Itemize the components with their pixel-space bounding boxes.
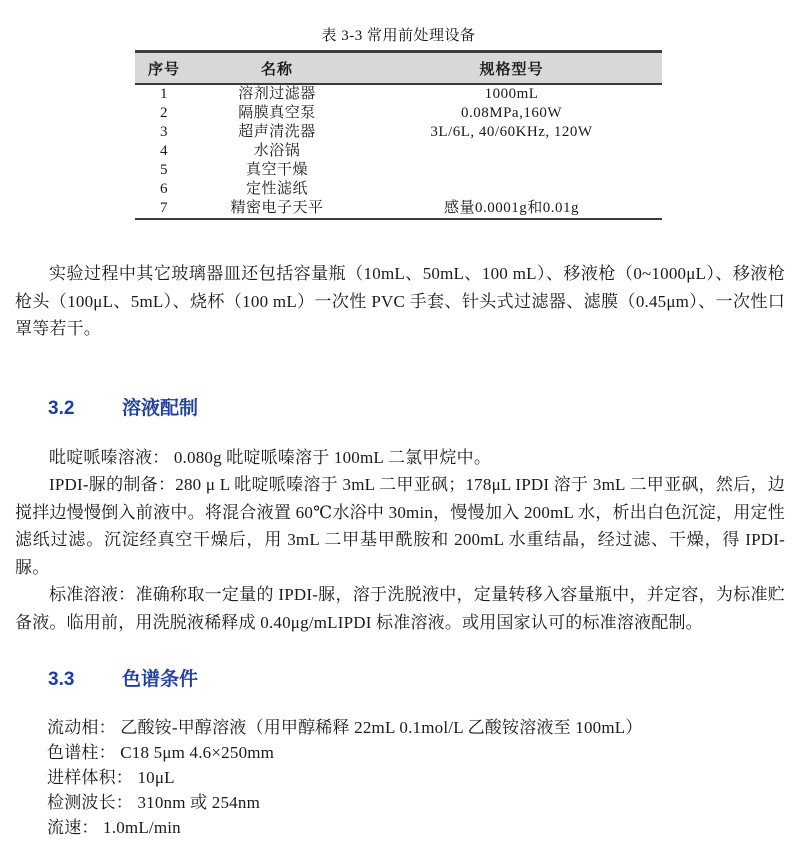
section-title: 色谱条件 — [122, 669, 199, 690]
condition-line: 色谱柱： C18 5μm 4.6×250mm — [47, 743, 275, 762]
cell-spec: 0.08MPa,160W — [461, 105, 562, 121]
table-row — [135, 180, 662, 199]
cell-spec: 1000mL — [484, 86, 539, 102]
section-number: 3.2 — [48, 397, 75, 419]
condition-line: 流动相： 乙酸铵-甲醇溶液（用甲醇稀释 22mL 0.1mol/L 乙酸铵溶液至 100mL） — [47, 718, 643, 737]
cell-index: 4 — [160, 143, 168, 159]
cell-spec — [361, 180, 662, 199]
chromatography-conditions-list — [15, 715, 785, 840]
cell-name: 溶剂过滤器 — [238, 86, 316, 102]
table-row — [135, 123, 662, 142]
column-header-index: 序号 — [147, 62, 180, 78]
section-title: 溶液配制 — [122, 397, 199, 419]
section-heading-3-2 — [48, 393, 785, 420]
section-heading-3-3 — [48, 664, 785, 691]
cell-spec: 感量0.0001g和0.01g — [443, 200, 579, 216]
condition-line: 检测波长： 310nm 或 254nm — [47, 793, 260, 812]
glassware-paragraph: 实验过程中其它玻璃器皿还包括容量瓶（10mL、50mL、100 mL）、移液枪（0~1000μL）、移液枪枪头（100μL、5mL）、烧杯（100 mL）一次性 PVC 手套、针头式过滤器、滤膜（0.45μm）、一次性口罩等若干。 — [15, 264, 785, 338]
cell-spec: 3L/6L, 40/60KHz, 120W — [430, 124, 593, 140]
table-caption: 表 3-3 常用前处理设备 — [321, 28, 476, 44]
cell-spec — [361, 161, 662, 180]
cell-name: 超声清洗器 — [238, 124, 316, 140]
pretreatment-equipment-table-wrap — [135, 24, 662, 220]
cell-name: 隔膜真空泵 — [238, 105, 316, 121]
cell-name: 精密电子天平 — [230, 200, 324, 216]
cell-name: 定性滤纸 — [245, 181, 308, 197]
table-header — [135, 52, 662, 85]
cell-index: 6 — [160, 181, 168, 197]
table-row — [135, 142, 662, 161]
table-header-row — [135, 52, 662, 85]
solution-paragraph-standard: 标准溶液：准确称取一定量的 IPDI-脲，溶于洗脱液中，定量转移入容量瓶中，并定容，为标准贮备液。临用前，用洗脱液稀释成 0.40μg/mLIPDI 标准溶液。或用国家认可的标准溶液配制。 — [15, 585, 785, 632]
table-body — [135, 84, 662, 219]
cell-index: 1 — [160, 86, 168, 102]
column-header-name: 名称 — [260, 62, 293, 78]
table-row — [135, 161, 662, 180]
pretreatment-equipment-table — [135, 50, 662, 220]
cell-index: 5 — [160, 162, 168, 178]
section-3-2-body — [15, 444, 785, 637]
table-row — [135, 199, 662, 219]
condition-line: 进样体积： 10μL — [47, 768, 175, 787]
cell-name: 真空干燥 — [245, 162, 308, 178]
cell-index: 7 — [160, 200, 168, 216]
condition-line: 流速： 1.0mL/min — [47, 818, 181, 837]
section-number: 3.3 — [48, 669, 75, 690]
cell-spec — [361, 142, 662, 161]
cell-index: 3 — [160, 124, 168, 140]
column-header-spec: 规格型号 — [479, 62, 544, 78]
cell-index: 2 — [160, 105, 168, 121]
solution-paragraph-pyridine: 吡啶哌嗪溶液： 0.080g 吡啶哌嗪溶于 100mL 二氯甲烷中。 — [49, 447, 492, 467]
cell-name: 水浴锅 — [253, 143, 301, 159]
table-row — [135, 84, 662, 104]
table-row — [135, 104, 662, 123]
solution-paragraph-ipdi-urea: IPDI-脲的制备：280 μ L 吡啶哌嗪溶于 3mL 二甲亚砜；178μL IPDI 溶于 3mL 二甲亚砜，然后，边搅拌边慢慢倒入前液中。将混合液置 60℃水浴中 30min，慢慢加入 200mL 水，析出白色沉淀，用定性滤纸过滤。沉淀经真空干燥后，用 3mL 二甲基甲酰胺和 200mL 水重结晶，经过滤、干燥，得 IPDI-脲。 — [15, 475, 785, 577]
